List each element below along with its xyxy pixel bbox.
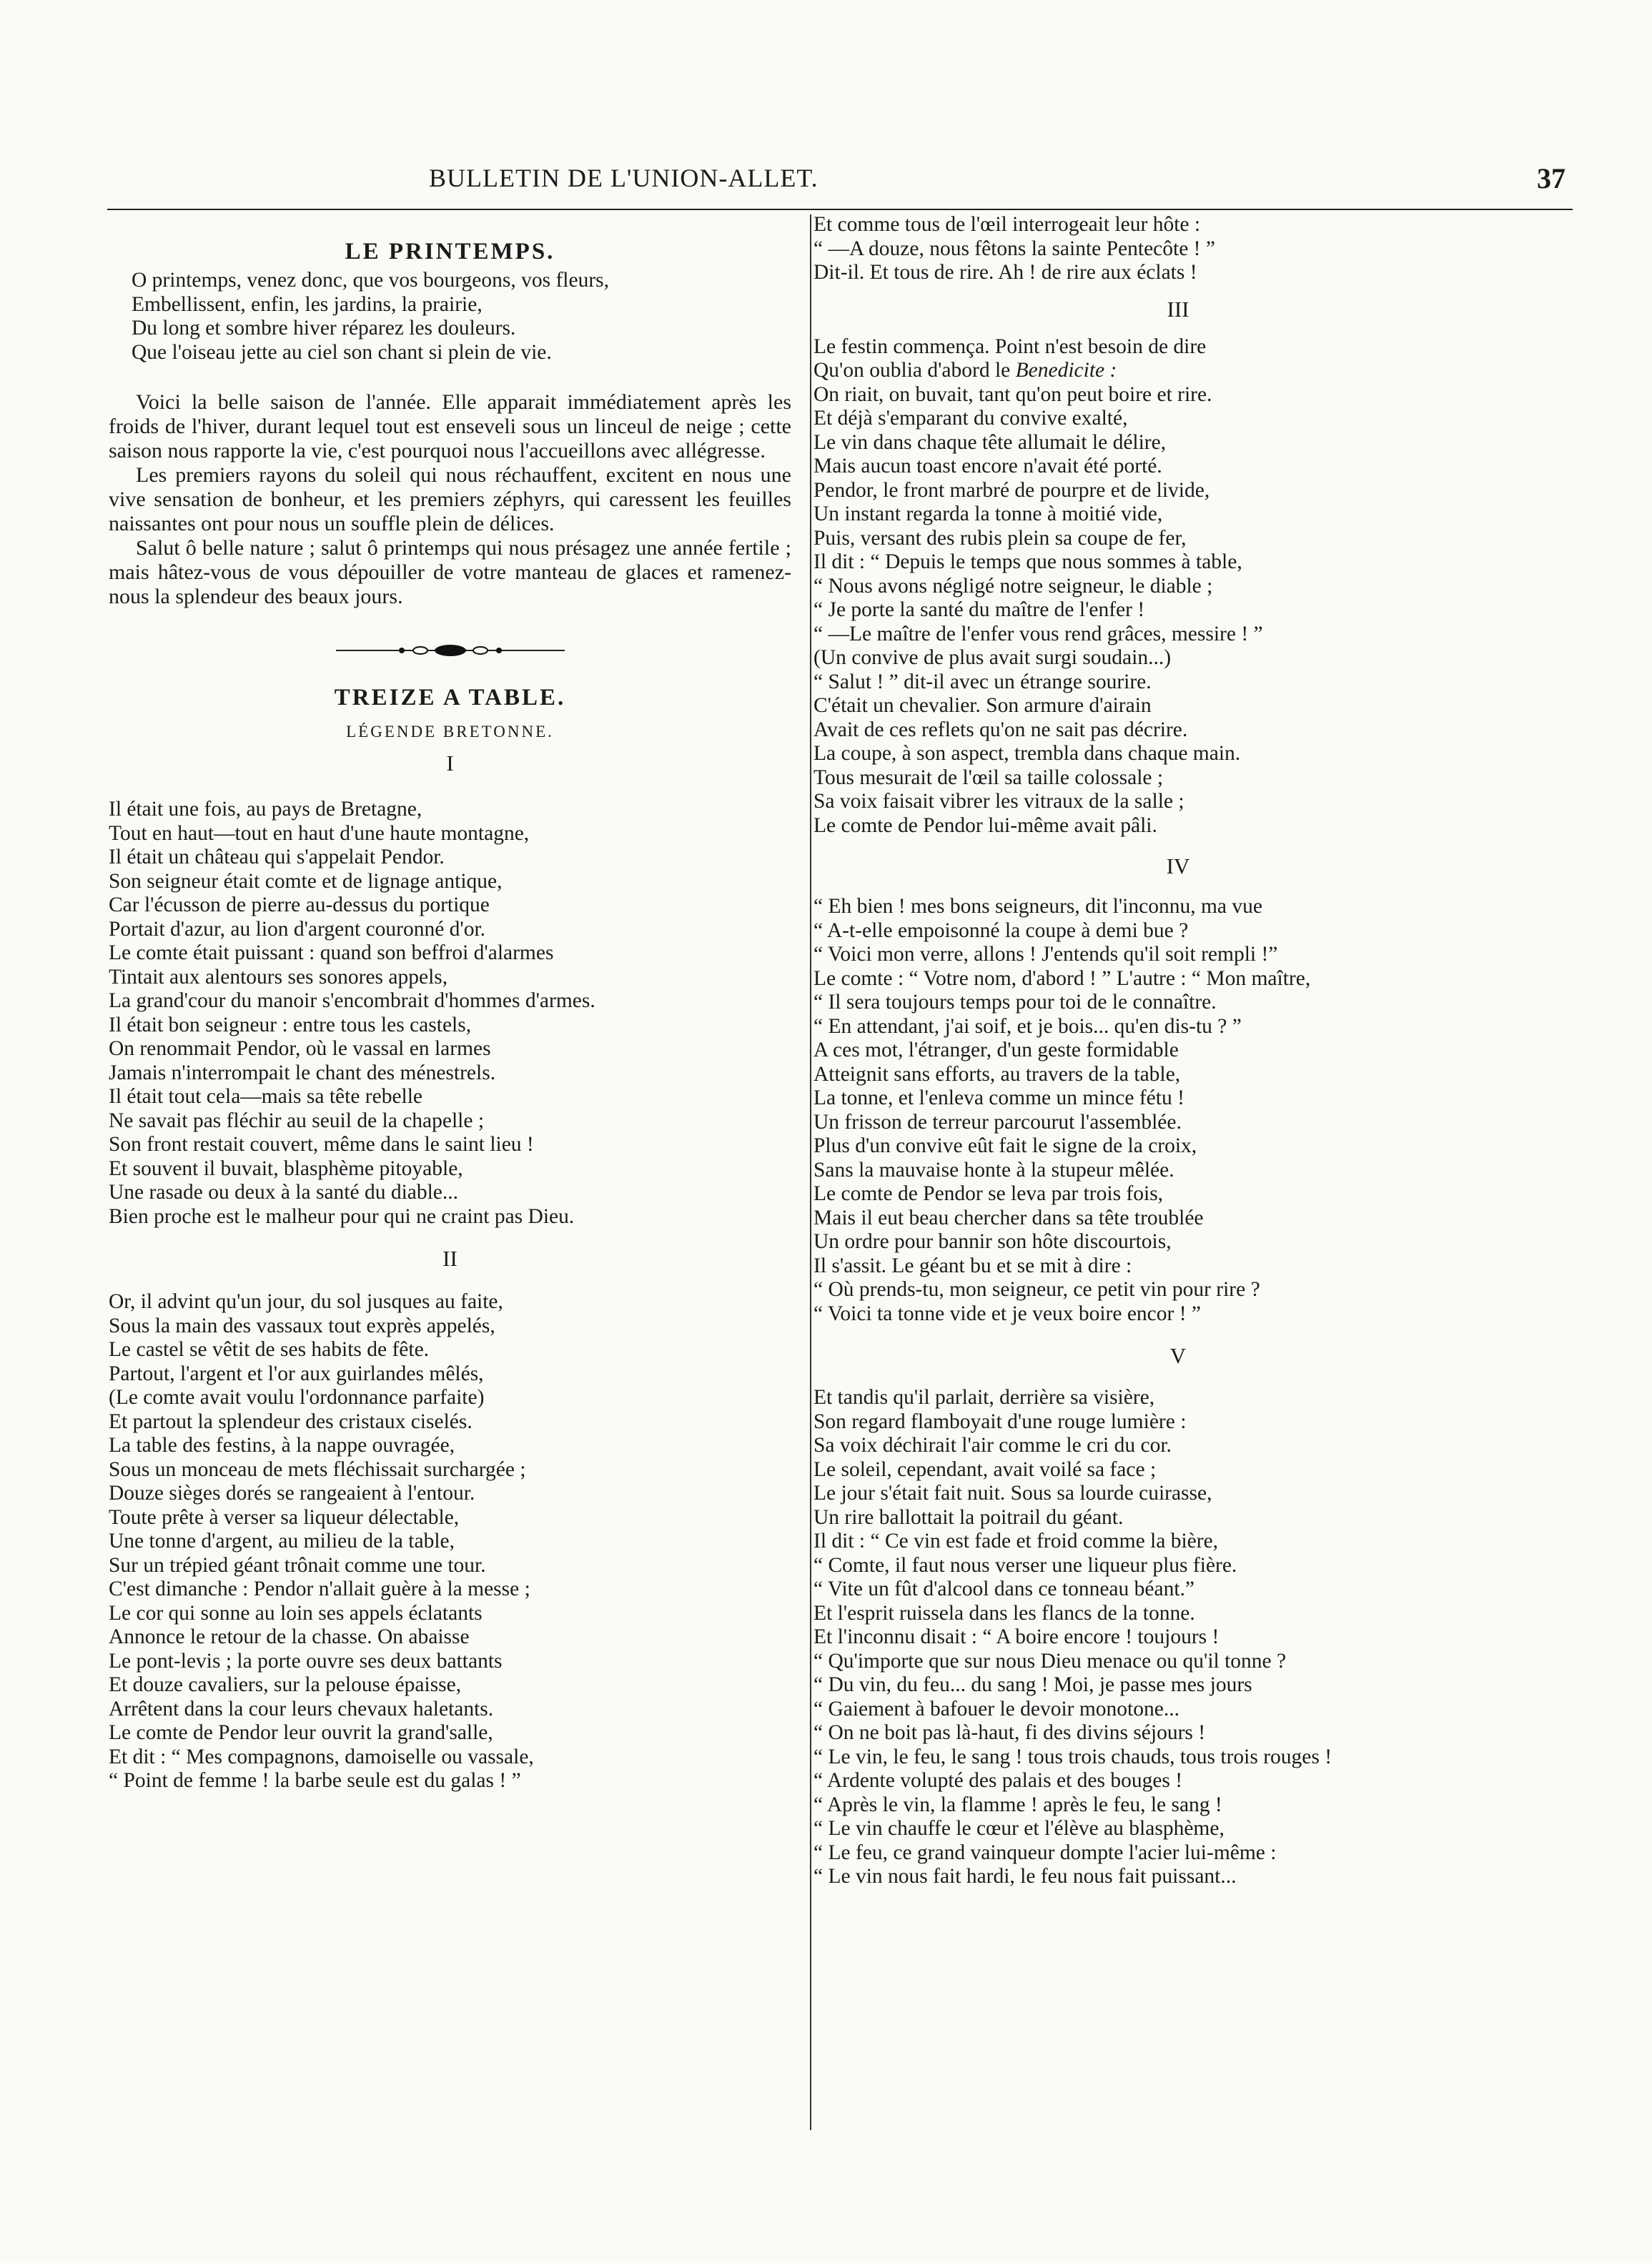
verse-line: Plus d'un convive eût fait le signe de la croix, — [813, 1134, 1197, 1157]
verse-line: Il était un château qui s'appelait Pendor. — [109, 846, 445, 868]
verse-line: Sa voix déchirait l'air comme le cri du cor. — [813, 1434, 1172, 1457]
verse-line: Partout, l'argent et l'or aux guirlandes mêlés, — [109, 1362, 484, 1385]
header-rule — [107, 209, 1573, 210]
verse-line: Le comte de Pendor se leva par trois fois, — [813, 1182, 1164, 1205]
verse-line-start: Qu'on oublia d'abord le — [813, 359, 1016, 382]
verse-line: Douze sièges dorés se rangeaient à l'entour. — [109, 1482, 475, 1505]
verse-line: La grand'cour du manoir s'encombrait d'hommes d'armes. — [109, 989, 595, 1012]
verse-line: Sous un monceau de mets fléchissait surchargée ; — [109, 1457, 526, 1481]
verse-line: A ces mot, l'étranger, d'un geste formidable — [813, 1039, 1179, 1061]
verse-line: Et l'inconnu disait : “ A boire encore ! toujours ! — [813, 1625, 1220, 1648]
verse-line: “ En attendant, j'ai soif, et je bois... qu'en dis-tu ? ” — [813, 1014, 1242, 1038]
verse-line: Il était bon seigneur : entre tous les castels, — [109, 1013, 472, 1036]
verse-line: La table des festins, à la nappe ouvragée, — [109, 1434, 455, 1457]
verse-line: “ Voici mon verre, allons ! J'entends qu'il soit rempli !” — [813, 943, 1278, 966]
verse-line: “ Je porte la santé du maître de l'enfer ! — [813, 598, 1145, 621]
verse-line: Puis, versant des rubis plein sa coupe de fer, — [813, 526, 1187, 550]
verse-line: Un frisson de terreur parcourut l'assemblée. — [813, 1110, 1182, 1134]
verse-line: “ Voici ta tonne vide et je veux boire encor ! ” — [813, 1302, 1202, 1325]
verse-line: “ Le vin, le feu, le sang ! tous trois chauds, tous trois rouges ! — [813, 1745, 1332, 1768]
stanza-2-continued — [813, 213, 1543, 285]
verse-line: “ Qu'importe que sur nous Dieu menace ou qu'il tonne ? — [813, 1649, 1287, 1673]
verse-line: “ Comte, il faut nous verser une liqueur plus fière. — [813, 1553, 1237, 1577]
verse-line: Le cor qui sonne au loin ses appels éclatants — [109, 1601, 483, 1625]
treize-title: TREIZE A TABLE. — [334, 685, 566, 710]
verse-line: Annonce le retour de la chasse. On abaisse — [109, 1625, 470, 1648]
verse-line: Le vin dans chaque tête allumait le délire, — [813, 430, 1167, 454]
verse-line — [813, 359, 1543, 383]
verse-line: Et douze cavaliers, sur la pelouse épaisse, — [109, 1673, 462, 1696]
verse-line: “ Nous avons négligé notre seigneur, le diable ; — [813, 574, 1213, 598]
stanza-2 — [109, 1290, 791, 1793]
prose-paragraph: Salut ô belle nature ; salut ô printemps qui nous présagez une année fertile ; mais hâtez-vous de vous dépouiller de votre manteau de glaces et ramenez-nous la splendeur des beaux jours. — [109, 536, 791, 608]
verse-line: Il dit : “ Depuis le temps que nous sommes à table, — [813, 550, 1242, 573]
verse-line: “ Le vin chauffe le cœur et l'élève au blasphème, — [813, 1817, 1225, 1840]
verse-line: Le comte était puissant : quand son beffroi d'alarmes — [109, 941, 554, 964]
verse-line: Mais il eut beau chercher dans sa tête troublée — [813, 1206, 1204, 1229]
verse-line: Le jour s'était fait nuit. Sous sa lourde cuirasse, — [813, 1482, 1212, 1505]
verse-line: Et partout la splendeur des cristaux ciselés. — [109, 1410, 473, 1433]
section-numeral: II — [442, 1246, 457, 1271]
verse-line: “ Gaiement à bafouer le devoir monotone... — [813, 1697, 1179, 1720]
right-column — [813, 213, 1543, 1889]
running-title: BULLETIN DE L'UNION-ALLET. — [429, 164, 818, 192]
verse-line: Un rire ballottait la poitrail du géant. — [813, 1505, 1124, 1529]
verse-line: Du long et sombre hiver réparez les douleurs. — [132, 317, 516, 340]
verse-line: “ —A douze, nous fêtons la sainte Pentecôte ! ” — [813, 237, 1215, 260]
verse-line: “ Le feu, ce grand vainqueur dompte l'acier lui-même : — [813, 1841, 1277, 1864]
verse-line: Atteignit sans efforts, au travers de la table, — [813, 1062, 1181, 1086]
verse-line: Sous la main des vassaux tout exprès appelés, — [109, 1314, 495, 1337]
verse-line: Le comte : “ Votre nom, d'abord ! ” L'autre : “ Mon maître, — [813, 966, 1311, 990]
verse-line: Pendor, le front marbré de pourpre et de livide, — [813, 478, 1210, 502]
verse-line: Le castel se vêtit de ses habits de fête. — [109, 1338, 430, 1361]
verse-line: Et dit : “ Mes compagnons, damoiselle ou vassale, — [109, 1745, 534, 1768]
verse-line: Il était tout cela—mais sa tête rebelle — [109, 1085, 423, 1108]
verse-line: On renommait Pendor, où le vassal en larmes — [109, 1037, 491, 1060]
verse-line: “ On ne boit pas là-haut, fi des divins séjours ! — [813, 1721, 1206, 1744]
verse-line: “ A-t-elle empoisonné la coupe à demi bue ? — [813, 918, 1189, 942]
verse-line: “ Où prends-tu, mon seigneur, ce petit vin pour rire ? — [813, 1278, 1260, 1301]
verse-line: Que l'oiseau jette au ciel son chant si plein de vie. — [132, 340, 552, 364]
verse-line: Et comme tous de l'œil interrogeait leur hôte : — [813, 213, 1201, 236]
section-numeral: III — [1167, 296, 1189, 322]
verse-line: Un instant regarda la tonne à moitié vide, — [813, 502, 1163, 525]
prose-paragraph: Les premiers rayons du soleil qui nous réchauffent, excitent en nous une vive sensation de bonheur, et les premiers zéphyrs, qui caressent les feuilles naissantes ont pour nous un souffle plein de délices. — [109, 463, 791, 535]
verse-line: Son regard flamboyait d'une rouge lumière : — [813, 1410, 1187, 1433]
page-number: 37 — [1537, 162, 1566, 194]
verse-line: Tout en haut—tout en haut d'une haute montagne, — [109, 821, 530, 845]
verse-line: Et l'esprit ruissela dans les flancs de la tonne. — [813, 1601, 1195, 1625]
stanza-1 — [109, 798, 791, 1229]
verse-line: Un ordre pour bannir son hôte discourtois, — [813, 1230, 1172, 1253]
verse-line: Sans la mauvaise honte à la stupeur mêlée. — [813, 1158, 1174, 1182]
verse-line: Il s'assit. Le géant bu et se mit à dire : — [813, 1254, 1132, 1277]
verse-line: “ Salut ! ” dit-il avec un étrange sourire. — [813, 670, 1152, 693]
verse-line: Toute prête à verser sa liqueur délectable, — [109, 1505, 460, 1529]
verse-line: Portait d'azur, au lion d'argent couronné d'or. — [109, 917, 486, 941]
stanza-3 — [813, 335, 1543, 838]
verse-line: Il dit : “ Ce vin est fade et froid comme la bière, — [813, 1530, 1219, 1553]
verse-line: C'était un chevalier. Son armure d'airain — [813, 694, 1152, 717]
verse-line-italic: Benedicite : — [1015, 359, 1117, 382]
verse-line: Son front restait couvert, même dans le saint lieu ! — [109, 1133, 534, 1156]
section-numeral: I — [446, 751, 454, 776]
verse-line: Avait de ces reflets qu'on ne sait pas décrire. — [813, 718, 1188, 741]
verse-line: Et déjà s'emparant du convive exalté, — [813, 407, 1128, 430]
verse-line: “ Après le vin, la flamme ! après le feu, le sang ! — [813, 1793, 1222, 1816]
verse-line: “ Du vin, du feu... du sang ! Moi, je passe mes jours — [813, 1673, 1252, 1696]
left-column — [109, 213, 791, 1793]
verse-line: “ —Le maître de l'enfer vous rend grâces, messire ! ” — [813, 622, 1263, 645]
verse-line: Ne savait pas fléchir au seuil de la chapelle ; — [109, 1109, 485, 1132]
verse-line: Le soleil, cependant, avait voilé sa face ; — [813, 1457, 1157, 1481]
verse-line: On riait, on buvait, tant qu'on peut boire et rire. — [813, 382, 1212, 406]
ornament-divider — [336, 642, 565, 659]
verse-line: La tonne, et l'enleva comme un mince fétu ! — [813, 1086, 1184, 1109]
verse-line: O printemps, venez donc, que vos bourgeons, vos fleurs, — [132, 269, 609, 292]
verse-line: Tous mesurait de l'œil sa taille colossale ; — [813, 766, 1164, 789]
verse-line: “ Eh bien ! mes bons seigneurs, dit l'inconnu, ma vue — [813, 895, 1262, 918]
verse-line: Une tonne d'argent, au milieu de la table, — [109, 1530, 455, 1553]
verse-line: “ Vite un fût d'alcool dans ce tonneau béant.” — [813, 1578, 1195, 1600]
verse-line: Le comte de Pendor leur ouvrit la grand'salle, — [109, 1721, 493, 1744]
verse-line: Il était une fois, au pays de Bretagne, — [109, 798, 422, 821]
verse-line: Embellissent, enfin, les jardins, la prairie, — [132, 292, 483, 316]
verse-line: Car l'écusson de pierre au-dessus du portique — [109, 893, 490, 916]
verse-line: Tintait aux alentours ses sonores appels, — [109, 965, 448, 989]
printemps-prose — [109, 390, 791, 609]
stanza-5 — [813, 1386, 1543, 1889]
section-numeral: IV — [1166, 853, 1190, 878]
verse-line: Or, il advint qu'un jour, du sol jusques au faite, — [109, 1290, 503, 1313]
verse-line: Et souvent il buvait, blasphème pitoyable, — [109, 1157, 463, 1180]
verse-line: Sa voix faisait vibrer les vitraux de la salle ; — [813, 790, 1184, 813]
section-numeral: V — [1169, 1343, 1187, 1368]
printemps-title: LE PRINTEMPS. — [345, 239, 555, 264]
verse-line: Le comte de Pendor lui-même avait pâli. — [813, 813, 1157, 837]
stanza-4 — [813, 895, 1543, 1326]
printemps-verse — [109, 269, 791, 365]
prose-paragraph: Voici la belle saison de l'année. Elle apparait immédiatement après les froids de l'hiver, durant lequel tout est enseveli sous un linceul de neige ; cette saison nous rapporte la vie, c'est pourquoi nous l'accueillons avec allégresse. — [109, 390, 791, 462]
verse-line: Sur un trépied géant trônait comme une tour. — [109, 1553, 486, 1577]
verse-line: “ Ardente volupté des palais et des bouges ! — [813, 1769, 1183, 1792]
verse-line: C'est dimanche : Pendor n'allait guère à la messe ; — [109, 1578, 530, 1600]
verse-line: “ Point de femme ! la barbe seule est du galas ! ” — [109, 1769, 521, 1792]
verse-line: Et tandis qu'il parlait, derrière sa visière, — [813, 1386, 1155, 1409]
column-divider — [810, 214, 811, 2130]
verse-line: “ Il sera toujours temps pour toi de le connaître. — [813, 991, 1217, 1014]
verse-line: Jamais n'interrompait le chant des ménestrels. — [109, 1061, 496, 1084]
verse-line: (Un convive de plus avait surgi soudain...) — [813, 646, 1172, 669]
verse-line: “ Le vin nous fait hardi, le feu nous fait puissant... — [813, 1865, 1237, 1888]
verse-line: Dit-il. Et tous de rire. Ah ! de rire aux éclats ! — [813, 261, 1197, 284]
verse-line: Le pont-levis ; la porte ouvre ses deux battants — [109, 1649, 503, 1673]
verse-line: La coupe, à son aspect, trembla dans chaque main. — [813, 742, 1241, 765]
verse-line: (Le comte avait voulu l'ordonnance parfaite) — [109, 1386, 485, 1409]
verse-line: Son seigneur était comte et de lignage antique, — [109, 869, 503, 893]
treize-subtitle: LÉGENDE BRETONNE. — [346, 723, 554, 741]
verse-line: Mais aucun toast encore n'avait été porté. — [813, 455, 1162, 477]
verse-line: Bien proche est le malheur pour qui ne craint pas Dieu. — [109, 1204, 575, 1228]
verse-line: Une rasade ou deux à la santé du diable... — [109, 1181, 459, 1204]
verse-line: Le festin commença. Point n'est besoin de dire — [813, 335, 1207, 358]
verse-line: Arrêtent dans la cour leurs chevaux haletants. — [109, 1697, 494, 1720]
